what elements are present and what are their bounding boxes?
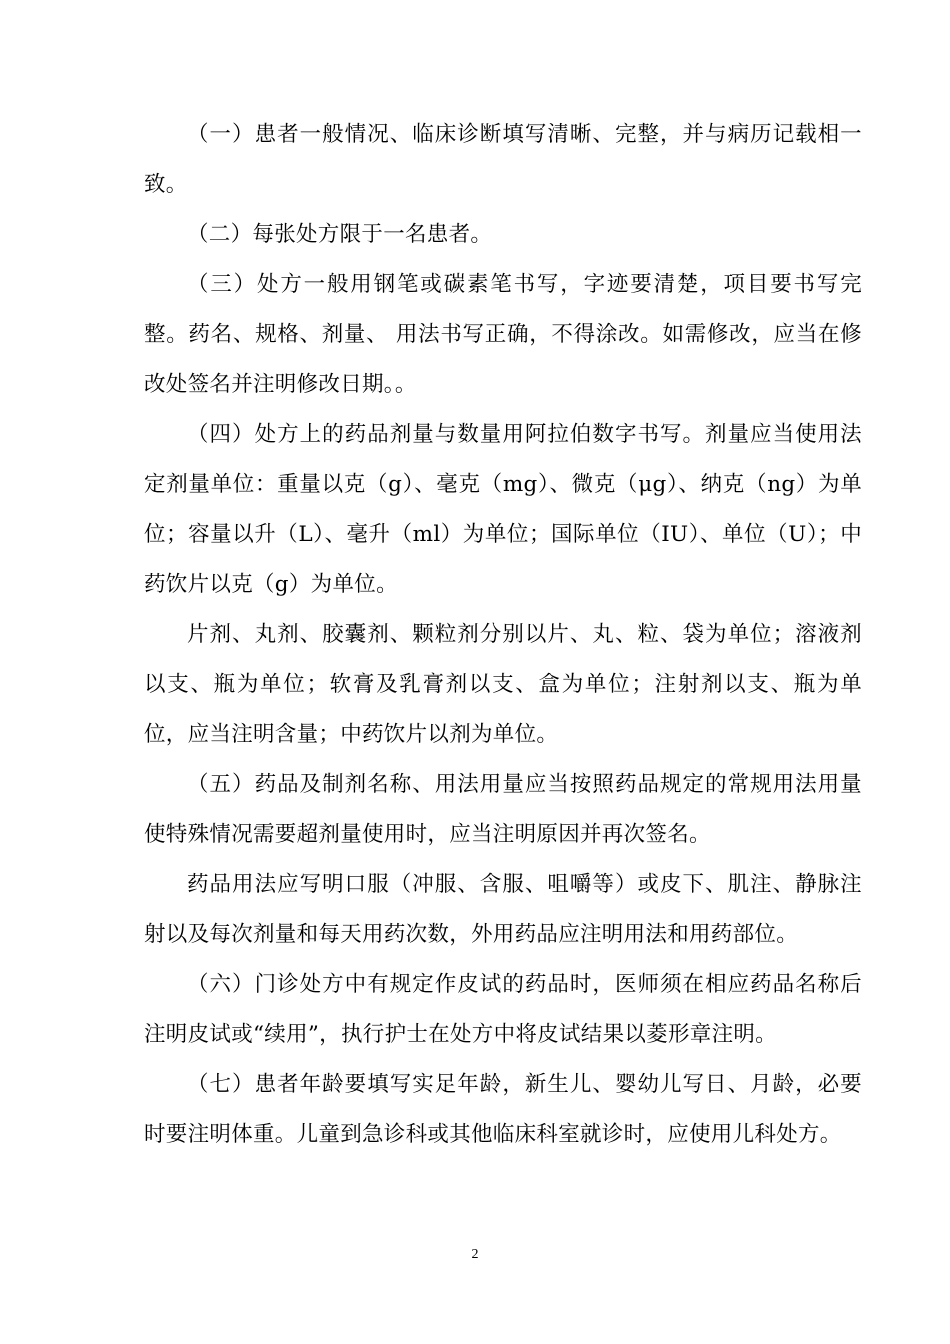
paragraph-9: （七）患者年龄要填写实足年龄，新生儿、婴幼儿写日、月龄，必要时要注明体重。儿童到急诊科或其他临床科室就诊时，应使用儿科处方。 [144, 1072, 862, 1147]
paragraph-8: （六）门诊处方中有规定作皮试的药品时，医师须在相应药品名称后注明皮试或“续用”，执行护士在处方中将皮试结果以菱形章注明。 [144, 972, 862, 1047]
paragraph-6: （五）药品及制剂名称、用法用量应当按照药品规定的常规用法用量使特殊情况需要超剂量使用时，应当注明原因并再次签名。 [144, 772, 862, 847]
paragraph-4: （四）处方上的药品剂量与数量用阿拉伯数字书写。剂量应当使用法定剂量单位：重量以克（g）、毫克（mg）、微克（μg）、纳克（ng）为单位；容量以升（L）、毫升（ml）为单位；国际单位（IU）、单位（U）；中药饮片以克（g）为单位。 [144, 422, 862, 597]
document-body [144, 110, 862, 1160]
paragraph-7: 药品用法应写明口服（冲服、含服、咀嚼等）或皮下、肌注、静脉注射以及每次剂量和每天用药次数，外用药品应注明用法和用药部位。 [144, 872, 862, 947]
paragraph-5: 片剂、丸剂、胶囊剂、颗粒剂分别以片、丸、粒、袋为单位；溶液剂以支、瓶为单位；软膏及乳膏剂以支、盒为单位；注射剂以支、瓶为单位，应当注明含量；中药饮片以剂为单位。 [144, 622, 862, 747]
paragraph-2: （二）每张处方限于一名患者。 [187, 222, 493, 247]
paragraph-3: （三）处方一般用钢笔或碳素笔书写，字迹要清楚，项目要书写完整。药名、规格、剂量、 用法书写正确，不得涂改。如需修改，应当在修改处签名并注明修改日期。。 [144, 272, 862, 397]
page-number: 2 [471, 1247, 479, 1262]
paragraph-1: （一）患者一般情况、临床诊断填写清晰、完整，并与病历记载相一致。 [144, 122, 862, 197]
